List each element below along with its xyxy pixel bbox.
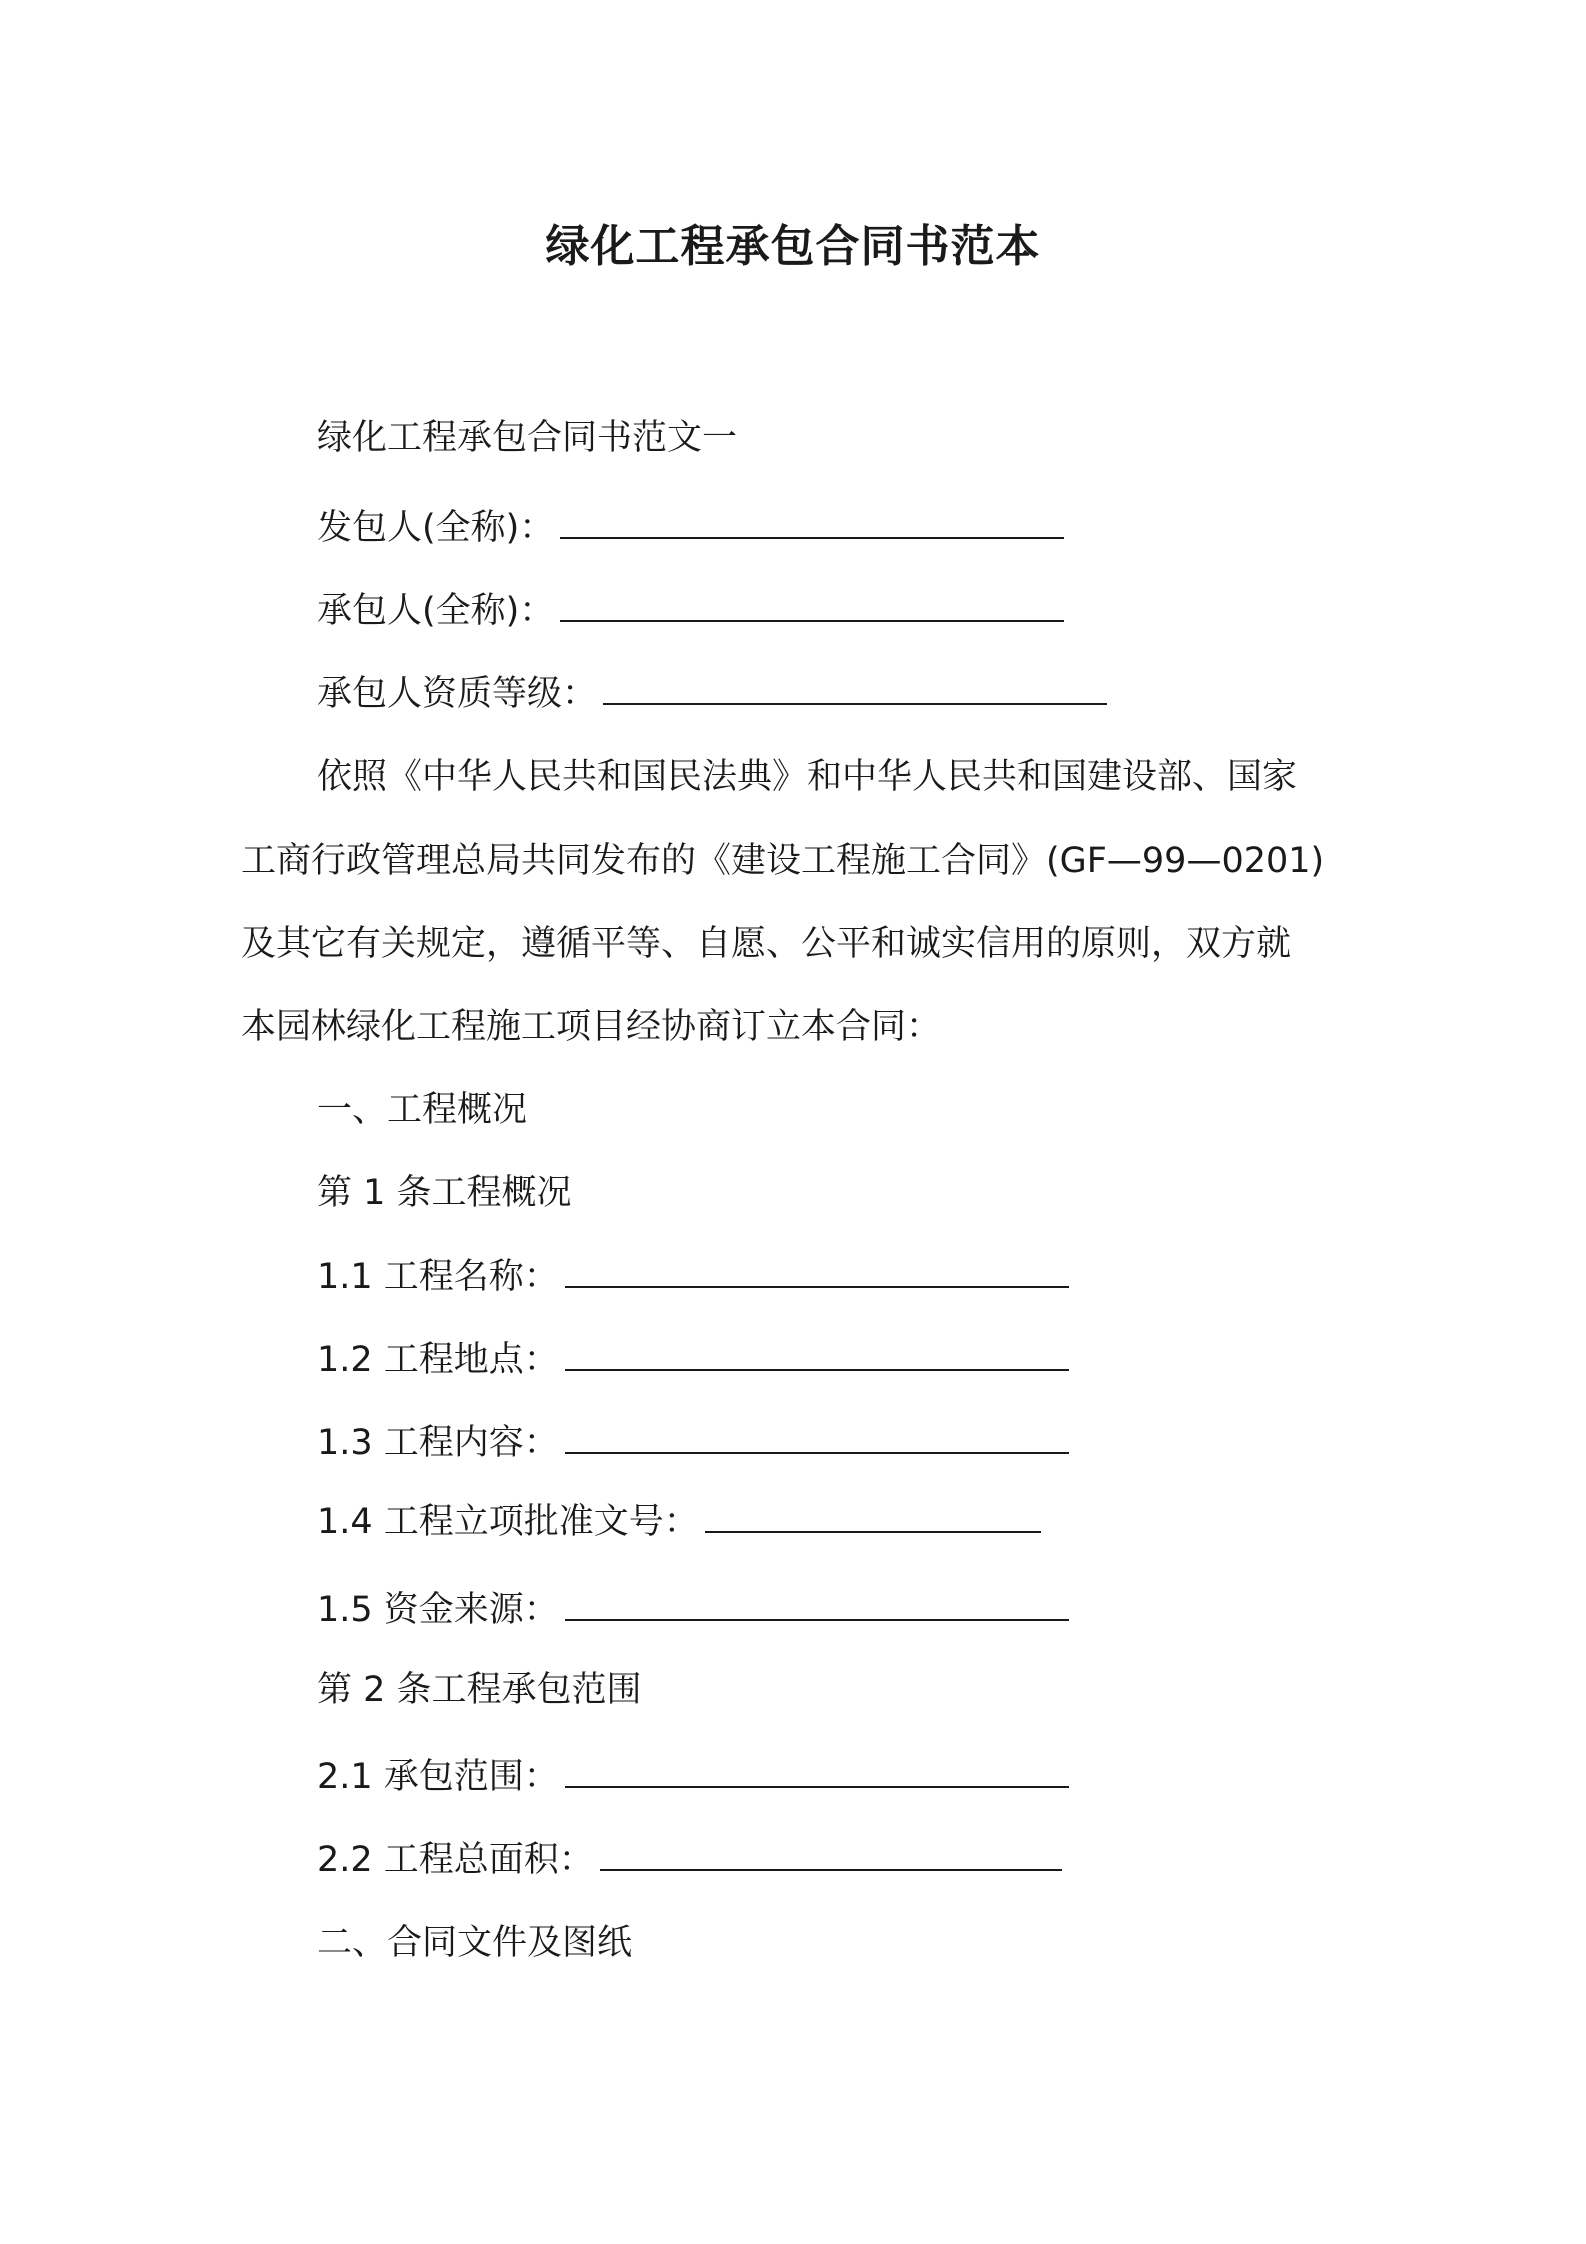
field-label: 2.1 承包范围： xyxy=(317,1757,559,1797)
article-heading-2: 第 2 条工程承包范围 xyxy=(317,1670,642,1710)
field-contract-scope xyxy=(317,1752,1069,1802)
field-total-area xyxy=(317,1835,1062,1885)
document-title: 绿化工程承包合同书范本 xyxy=(545,221,1041,272)
field-label: 1.1 工程名称： xyxy=(317,1257,559,1297)
fill-in-blank xyxy=(565,1252,1069,1288)
section-heading-2: 二、合同文件及图纸 xyxy=(317,1923,633,1963)
fill-in-blank xyxy=(565,1752,1069,1788)
field-approval-number xyxy=(317,1497,1041,1547)
field-project-name xyxy=(317,1252,1069,1302)
fill-in-blank xyxy=(560,586,1064,622)
field-label: 1.2 工程地点： xyxy=(317,1340,559,1380)
section-heading-1: 一、工程概况 xyxy=(317,1090,528,1130)
fill-in-blank xyxy=(565,1335,1069,1371)
field-label: 1.4 工程立项批准文号： xyxy=(317,1502,699,1542)
fill-in-blank xyxy=(705,1497,1041,1533)
fill-in-blank xyxy=(560,503,1064,539)
field-contractor xyxy=(317,586,1064,636)
fill-in-blank xyxy=(565,1585,1069,1621)
fill-in-blank xyxy=(565,1418,1069,1454)
field-contractor-qualification xyxy=(317,669,1107,719)
document-subtitle: 绿化工程承包合同书范文一 xyxy=(317,418,738,458)
intro-line-3: 及其它有关规定，遵循平等、自愿、公平和诚实信用的原则，双方就 xyxy=(241,924,1292,964)
field-project-content xyxy=(317,1418,1069,1468)
intro-line-1: 依照《中华人民共和国民法典》和中华人民共和国建设部、国家 xyxy=(317,757,1298,797)
field-label: 承包人(全称)： xyxy=(317,591,555,631)
field-funding-source xyxy=(317,1585,1069,1635)
field-employer xyxy=(317,503,1064,553)
intro-line-2: 工商行政管理总局共同发布的《建设工程施工合同》(GF—99—0201) xyxy=(241,841,1325,881)
article-heading-1: 第 1 条工程概况 xyxy=(317,1173,572,1213)
intro-line-4: 本园林绿化工程施工项目经协商订立本合同： xyxy=(241,1007,942,1047)
field-label: 承包人资质等级： xyxy=(317,674,598,714)
field-label: 1.3 工程内容： xyxy=(317,1423,559,1463)
field-project-location xyxy=(317,1335,1069,1385)
field-label: 2.2 工程总面积： xyxy=(317,1840,594,1880)
fill-in-blank xyxy=(603,669,1107,705)
field-label: 1.5 资金来源： xyxy=(317,1590,559,1630)
field-label: 发包人(全称)： xyxy=(317,508,555,548)
fill-in-blank xyxy=(600,1835,1062,1871)
